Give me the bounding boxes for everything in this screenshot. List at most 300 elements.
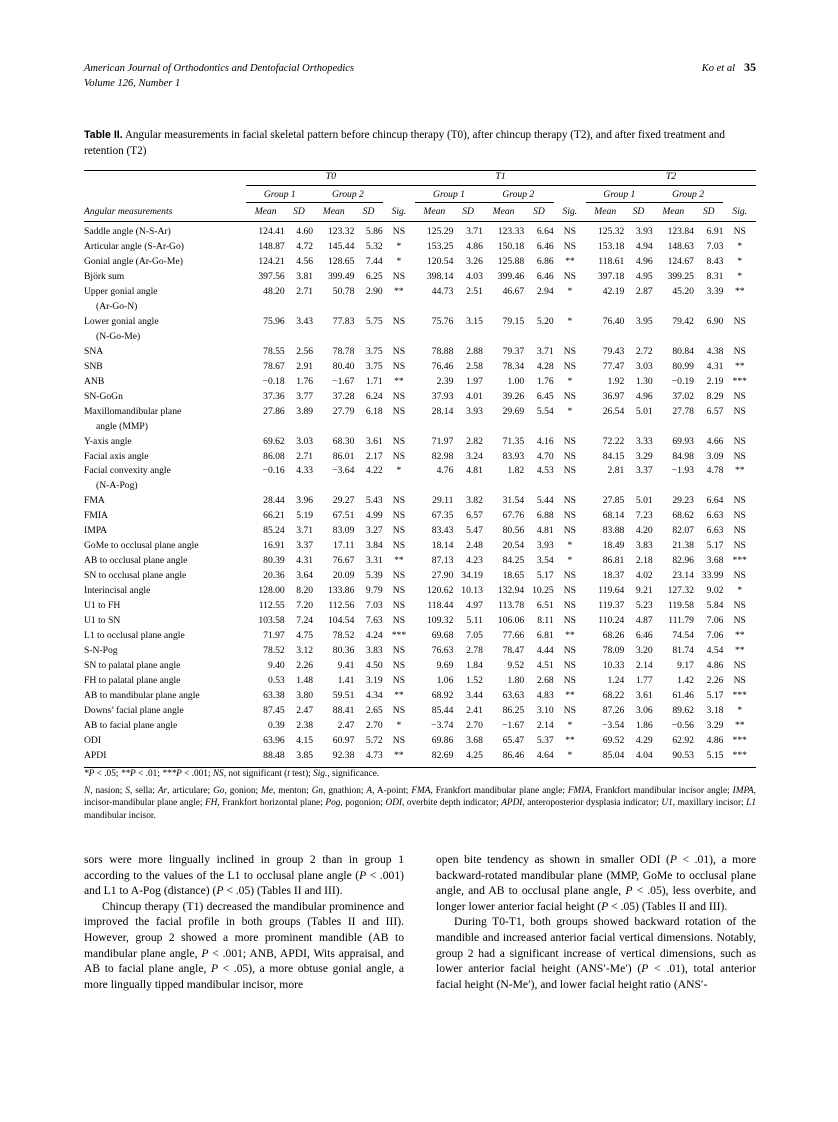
cell-t0-g1-sd: [285, 419, 313, 434]
cell-t2-sig: NS: [733, 675, 746, 687]
cell-t1-sig: [554, 300, 586, 315]
cell-t2-g2-mean: [653, 330, 694, 345]
cell-t1-g2-mean: 150.18: [497, 240, 525, 252]
cell-t1-g2-sd: 4.16: [536, 435, 554, 447]
table-row: [84, 345, 756, 360]
row-label: SN to palatal plane angle: [84, 660, 181, 672]
cell-t1-g2-mean: 20.54: [502, 540, 525, 552]
footnote-abbreviations: N, nasion; S, sella; Ar, articulare; Go, gonion; Me, menton; Gn, gnathion; A, A-point; FMA, Frankfort mandibular plane angle; FMIA, Frankfort mandibular incisor angle; IMPA, incisor-mandibular plane angle; FH, Frankfort horizontal plane; Pog, pogonion; ODI, overbite depth indicator; APDI, anteroposterior dysplasia indicator; U1, maxillary incisor; L1 mandibular incisor.: [84, 785, 756, 821]
cell-t0-sig: **: [394, 749, 404, 761]
body-column-left: [84, 852, 404, 992]
cell-t0-g1-mean: 28.44: [263, 495, 285, 507]
cell-t1-g2-sd: 5.37: [536, 734, 554, 746]
row-label: SNB: [84, 360, 103, 372]
cell-t1-sig: NS: [563, 240, 576, 252]
cell-t2-g1-mean: 87.26: [602, 704, 625, 716]
cell-t0-g2-sd: 2.17: [365, 450, 383, 462]
cell-t0-g2-mean: 80.36: [332, 645, 355, 657]
row-label: FMA: [84, 495, 105, 507]
cell-t0-g2-sd: 3.19: [365, 675, 383, 687]
cell-t2-sig: *: [737, 240, 743, 252]
header-angular-measurements: Angular measurements: [84, 206, 173, 218]
cell-t0-g1-mean: 78.67: [263, 360, 285, 372]
header-t0-sig: Sig.: [391, 206, 407, 218]
cell-t2-g1-mean: 119.64: [598, 585, 625, 597]
cell-t0-g1-sd: 2.47: [296, 704, 314, 716]
cell-t1-g1-mean: 18.14: [431, 540, 454, 552]
cell-t2-g1-sd: 4.94: [635, 240, 653, 252]
cell-t0-g2-mean: −3.64: [332, 465, 355, 477]
cell-t2-g2-mean: [653, 479, 694, 494]
cell-t0-g1-sd: 4.15: [296, 734, 314, 746]
cell-t0-g1-sd: 3.12: [296, 645, 314, 657]
cell-t2-g2-mean: 27.78: [672, 405, 694, 417]
cell-t1-g2-sd: 4.64: [536, 749, 554, 761]
cell-t1-g2-sd: 6.88: [536, 510, 554, 522]
running-head: [84, 60, 756, 91]
cell-t2-sig: **: [734, 645, 745, 657]
cell-t0-g2-mean: 78.52: [332, 630, 355, 642]
cell-t1-g2-sd: 6.64: [536, 225, 554, 237]
cell-t0-g1-sd: 3.64: [296, 570, 314, 582]
cell-t0-sig: NS: [392, 450, 406, 462]
cell-t1-sig: *: [567, 375, 573, 387]
cell-t1-g1-mean: [415, 419, 453, 434]
paragraph: During T0-T1, both groups showed backward rotation of the mandible and increased anterior facial vertical dimensions. Notably, group 2 had a significant increase of vertical dimensions, such as lower anterior facial height (ANS′-Me′) (P < .01), total anterior facial height (N-Me′), and lower facial height ratio (ANS′-: [436, 915, 756, 991]
cell-t0-g1-mean: −0.16: [262, 465, 285, 477]
cell-t2-g1-sd: [624, 330, 652, 345]
cell-t1-g1-mean: [415, 300, 453, 315]
cell-t0-g1-sd: 3.89: [296, 405, 314, 417]
cell-t1-g2-mean: 77.66: [502, 630, 525, 642]
cell-t2-g1-mean: 153.18: [597, 240, 625, 252]
cell-t1-g1-mean: 44.73: [431, 285, 454, 297]
cell-t1-g2-sd: 5.20: [536, 315, 554, 327]
cell-t1-g1-sd: 1.52: [466, 675, 483, 687]
cell-t1-g1-mean: 398.14: [426, 270, 454, 282]
table-row: [84, 374, 756, 389]
paragraph: Chincup therapy (T1) decreased the mandibular prominence and improved the facial profile in both groups (Tables II and III). However, group 2 showed a more prominent mandible (AB to mandibular plane angle, P < .001; ANB, APDI, Wits appraisal, and AB to facial plane angle, P < .05), a more obtuse gonial angle, a more lingually tipped mandibular incisor, more: [84, 899, 405, 991]
cell-t1-g2-mean: 1.80: [507, 675, 525, 687]
table-row: [84, 599, 756, 614]
cell-t1-g2-sd: 3.10: [536, 704, 554, 716]
cell-t0-g1-sd: 3.03: [296, 435, 314, 447]
cell-t0-g2-mean: 77.83: [332, 315, 355, 327]
cell-t1-sig: NS: [563, 525, 576, 537]
cell-t2-g1-mean: 68.22: [602, 690, 625, 701]
cell-t2-sig: NS: [733, 495, 746, 507]
cell-t1-g1-mean: 120.54: [426, 255, 454, 267]
cell-t2-g1-sd: 2.14: [635, 660, 653, 672]
cell-t2-g2-mean: 111.79: [668, 615, 694, 627]
cell-t2-g1-mean: 86.81: [602, 555, 625, 567]
cell-t2-g2-sd: 5.84: [706, 600, 724, 612]
cell-t1-g1-sd: 3.82: [466, 495, 483, 507]
cell-t2-g2-sd: 3.09: [706, 450, 724, 462]
table-row: [84, 464, 756, 479]
cell-t1-g2-sd: 4.28: [536, 360, 554, 372]
cell-t2-sig: *: [737, 255, 743, 267]
cell-t0-sig: NS: [392, 600, 406, 612]
row-label: Maxillomandibular plane: [84, 405, 182, 417]
cell-t2-g1-sd: 2.87: [635, 285, 653, 297]
header-t0-group1: Group 1: [246, 189, 313, 203]
cell-t1-g1-mean: 1.06: [436, 675, 454, 687]
cell-t2-g2-sd: 7.06: [706, 615, 724, 627]
cell-t2-sig: ***: [732, 690, 747, 701]
cell-t1-g1-sd: 3.71: [466, 225, 483, 237]
cell-t2-sig: ***: [732, 734, 747, 746]
cell-t1-g1-sd: 1.84: [466, 660, 483, 672]
cell-t2-g2-mean: −0.19: [671, 375, 694, 387]
table-row: [84, 300, 756, 315]
row-label: Gonial angle (Ar-Go-Me): [84, 255, 183, 267]
cell-t1-g2-mean: 125.88: [497, 255, 525, 267]
cell-t1-g2-mean: 106.06: [497, 615, 525, 627]
cell-t0-g2-sd: [354, 330, 382, 345]
cell-t2-g2-mean: 45.20: [672, 285, 694, 297]
cell-t1-g2-mean: 63.63: [502, 690, 525, 701]
cell-t2-g1-sd: 3.33: [635, 435, 653, 447]
header-t0-g1-mean: Mean: [254, 206, 277, 218]
cell-t0-g1-sd: 3.77: [296, 390, 314, 402]
cell-t0-g1-mean: 16.91: [263, 540, 285, 552]
cell-t1-g2-mean: 80.56: [502, 525, 525, 537]
cell-t2-g2-sd: 7.03: [706, 240, 724, 252]
cell-t0-sig: *: [396, 240, 402, 252]
cell-t1-g2-sd: [524, 300, 554, 315]
body-column-right: [436, 852, 756, 992]
cell-t2-g1-mean: 10.33: [602, 660, 625, 672]
cell-t2-g1-mean: 68.26: [602, 630, 625, 642]
table-row: [84, 644, 756, 659]
angular-measurements-table: [84, 170, 756, 768]
cell-t2-g2-mean: 399.25: [667, 270, 694, 282]
cell-t0-g1-mean: 88.48: [263, 749, 285, 761]
cell-t0-sig: [383, 330, 415, 345]
cell-t2-g1-sd: 7.23: [635, 510, 653, 522]
cell-t2-g2-sd: 4.38: [706, 345, 724, 357]
cell-t0-sig: NS: [392, 570, 406, 582]
cell-t1-g1-sd: 2.51: [466, 285, 483, 297]
table-row: [84, 524, 756, 539]
cell-t0-g2-mean: [313, 419, 354, 434]
cell-t2-sig: **: [734, 465, 745, 477]
cell-t1-g1-sd: 4.81: [466, 465, 483, 477]
cell-t1-g1-mean: 85.44: [431, 704, 454, 716]
cell-t2-g1-sd: 3.37: [635, 465, 653, 477]
cell-t2-sig: [723, 330, 756, 345]
cell-t0-sig: NS: [392, 615, 406, 627]
cell-t2-g1-mean: 397.18: [597, 270, 625, 282]
cell-t1-g2-sd: 4.51: [536, 660, 554, 672]
cell-t2-g1-sd: 3.20: [635, 645, 653, 657]
cell-t0-g2-mean: 399.49: [327, 270, 355, 282]
cell-t0-sig: NS: [392, 704, 406, 716]
cell-t0-g2-mean: 67.51: [332, 510, 355, 522]
cell-t0-g2-mean: 104.54: [327, 615, 355, 627]
row-label: Downs’ facial plane angle: [84, 704, 184, 716]
cell-t0-sig: NS: [392, 660, 406, 672]
cell-t1-g1-mean: 118.44: [427, 600, 454, 612]
cell-t1-g2-sd: 5.54: [536, 405, 554, 417]
header-t2-g1-sd: SD: [632, 206, 645, 218]
cell-t2-g2-sd: [694, 330, 724, 345]
cell-t1-sig: NS: [563, 645, 576, 657]
cell-t1-g1-mean: 83.43: [431, 525, 454, 537]
cell-t2-g1-sd: 6.46: [635, 630, 653, 642]
cell-t1-g2-sd: 2.14: [536, 719, 554, 731]
cell-t2-g2-mean: 21.38: [672, 540, 694, 552]
table-row: [84, 449, 756, 464]
cell-t1-g2-mean: 123.33: [497, 225, 525, 237]
cell-t0-g2-sd: 3.31: [365, 555, 383, 567]
cell-t0-sig: **: [394, 375, 404, 387]
cell-t0-g2-mean: 9.41: [337, 660, 355, 672]
cell-t0-g2-mean: 68.30: [332, 435, 355, 447]
cell-t2-g2-sd: 6.63: [706, 510, 724, 522]
cell-t1-sig: [554, 479, 586, 494]
cell-t1-g1-sd: 4.23: [466, 555, 483, 567]
cell-t2-g1-mean: 110.24: [598, 615, 625, 627]
cell-t0-g1-mean: 27.86: [263, 405, 285, 417]
table-footnotes: [84, 768, 756, 824]
cell-t2-sig: ***: [732, 375, 747, 387]
cell-t2-sig: **: [734, 630, 745, 642]
cell-t2-g2-mean: 68.62: [672, 510, 694, 522]
cell-t0-g1-sd: 2.26: [296, 660, 314, 672]
cell-t2-g1-mean: 18.37: [602, 570, 625, 582]
cell-t2-sig: ***: [732, 749, 747, 761]
cell-t1-sig: NS: [563, 704, 576, 716]
cell-t2-sig: NS: [733, 405, 746, 417]
cell-t2-g2-sd: 5.17: [706, 540, 724, 552]
cell-t1-g2-sd: 3.54: [536, 555, 554, 567]
cell-t1-sig: NS: [563, 345, 576, 357]
cell-t2-g2-sd: 4.86: [706, 734, 724, 746]
cell-t2-g1-mean: 2.81: [607, 465, 625, 477]
cell-t1-g1-sd: 3.24: [466, 450, 483, 462]
cell-t2-sig: NS: [733, 390, 746, 402]
cell-t1-g2-sd: 6.81: [536, 630, 554, 642]
cell-t0-g1-mean: 48.20: [263, 285, 285, 297]
table-row: [84, 240, 756, 255]
cell-t0-g1-sd: 4.60: [296, 225, 314, 237]
cell-t1-g2-mean: 1.82: [507, 465, 525, 477]
header-t2-sig: Sig.: [732, 206, 748, 218]
cell-t0-sig: NS: [392, 390, 406, 402]
cell-t0-g2-sd: 4.34: [365, 690, 383, 701]
cell-t1-g2-mean: 83.93: [502, 450, 525, 462]
cell-t1-g2-mean: 46.67: [502, 285, 525, 297]
header-t1-g2-mean: Mean: [492, 206, 515, 218]
cell-t1-sig: **: [565, 255, 575, 267]
cell-t2-g2-mean: 1.42: [677, 675, 694, 687]
cell-t0-sig: NS: [392, 315, 406, 327]
cell-t2-sig: **: [734, 360, 745, 372]
cell-t2-g1-sd: 3.61: [635, 690, 653, 701]
cell-t0-g2-sd: 2.70: [365, 719, 383, 731]
cell-t2-g2-sd: [694, 419, 724, 434]
cell-t0-g2-sd: 6.25: [365, 270, 383, 282]
cell-t2-g2-sd: 6.91: [706, 225, 724, 237]
cell-t2-g1-mean: 1.92: [607, 375, 625, 387]
cell-t1-g2-mean: 78.47: [502, 645, 525, 657]
cell-t0-sig: [383, 419, 415, 434]
cell-t1-g1-mean: 68.92: [431, 690, 454, 701]
cell-t0-g1-mean: 86.08: [263, 450, 285, 462]
cell-t2-sig: NS: [733, 450, 746, 462]
cell-t2-g2-sd: 3.29: [706, 719, 724, 731]
table-row: [84, 404, 756, 419]
cell-t1-g1-sd: 34.19: [461, 570, 483, 582]
cell-t2-g2-mean: 124.67: [667, 255, 694, 267]
cell-t0-g2-mean: 17.11: [333, 540, 355, 552]
cell-t0-g1-mean: 103.58: [258, 615, 285, 627]
cell-t0-sig: NS: [392, 645, 406, 657]
cell-t2-g1-mean: 1.24: [607, 675, 625, 687]
cell-t2-g2-sd: 3.68: [706, 555, 724, 567]
cell-t0-g2-sd: 3.75: [365, 345, 383, 357]
cell-t1-g1-sd: 2.70: [466, 719, 483, 731]
cell-t1-sig: NS: [563, 615, 576, 627]
cell-t1-g1-sd: 2.88: [466, 345, 483, 357]
cell-t1-g2-mean: [483, 300, 524, 315]
cell-t1-g1-sd: 3.93: [466, 405, 483, 417]
running-head-authors: Ko et al: [701, 63, 735, 74]
cell-t0-g2-sd: 4.73: [365, 749, 383, 761]
cell-t2-sig: NS: [733, 345, 746, 357]
cell-t2-g1-sd: 3.93: [635, 225, 653, 237]
row-label: Facial convexity angle: [84, 465, 171, 477]
header-timepoint-t1: T1: [415, 171, 586, 185]
cell-t2-g1-sd: 4.87: [635, 615, 653, 627]
table-row: [84, 704, 756, 719]
cell-t0-g1-sd: 4.33: [296, 465, 314, 477]
cell-t2-sig: [723, 479, 756, 494]
cell-t0-g1-mean: 80.39: [263, 555, 285, 567]
cell-t0-g2-sd: 6.24: [365, 390, 383, 402]
cell-t2-g2-sd: 8.29: [706, 390, 724, 402]
header-row-subcolumns: [84, 206, 756, 221]
cell-t2-g1-mean: 36.97: [602, 390, 625, 402]
cell-t1-g1-mean: 78.88: [431, 345, 454, 357]
cell-t2-g1-mean: 83.88: [602, 525, 625, 537]
cell-t1-g1-sd: [453, 300, 483, 315]
table-row: [84, 614, 756, 629]
cell-t0-g2-sd: 3.61: [365, 435, 383, 447]
cell-t2-g1-sd: 4.96: [635, 255, 653, 267]
cell-t2-g2-mean: 80.99: [672, 360, 694, 372]
cell-t2-g1-sd: 5.23: [635, 600, 653, 612]
cell-t0-g2-sd: [354, 300, 382, 315]
row-label: Saddle angle (N-S-Ar): [84, 225, 171, 237]
row-label: ODI: [84, 734, 102, 746]
cell-t0-g2-mean: 76.67: [332, 555, 355, 567]
cell-t2-g2-sd: 6.90: [706, 315, 724, 327]
cell-t0-g2-sd: 4.24: [365, 630, 383, 642]
body-text: [84, 852, 756, 992]
table-row: [84, 479, 756, 494]
cell-t1-g1-mean: [415, 479, 453, 494]
cell-t1-g2-mean: [483, 330, 524, 345]
cell-t2-g1-sd: 4.04: [635, 749, 653, 761]
cell-t0-g2-sd: 5.72: [365, 734, 383, 746]
cell-t1-g1-mean: 82.98: [431, 450, 454, 462]
cell-t2-g1-mean: 76.40: [602, 315, 625, 327]
cell-t1-g2-sd: 8.11: [537, 615, 554, 627]
paragraph: open bite tendency as shown in smaller ODI (P < .01), a more backward-rotated mandibular plane (MMP, GoMe to occlusal plane angle, and AB to occlusal plane angle, P < .05), less overbite, and longer lower anterior facial height (P < .05) (Tables II and III).: [436, 853, 757, 913]
cell-t1-g1-sd: 10.13: [461, 585, 483, 597]
cell-t1-sig: NS: [563, 585, 576, 597]
cell-t1-g1-sd: 5.47: [466, 525, 483, 537]
cell-t0-g1-sd: 3.37: [296, 540, 314, 552]
cell-t2-g1-mean: [586, 479, 624, 494]
cell-t0-sig: NS: [392, 525, 406, 537]
cell-t1-sig: NS: [563, 225, 576, 237]
cell-t2-g1-sd: 3.29: [635, 450, 653, 462]
cell-t2-sig: NS: [733, 225, 746, 237]
cell-t0-g2-mean: 128.65: [327, 255, 355, 267]
cell-t2-g1-mean: [586, 419, 624, 434]
cell-t2-g2-sd: 6.64: [706, 495, 724, 507]
cell-t2-g2-mean: 89.62: [672, 704, 694, 716]
cell-t2-g1-sd: 5.01: [635, 495, 653, 507]
cell-t1-sig: NS: [563, 465, 576, 477]
cell-t0-g1-mean: 75.96: [263, 315, 285, 327]
cell-t0-g2-mean: 60.97: [332, 734, 355, 746]
cell-t2-g1-mean: 26.54: [602, 405, 625, 417]
cell-t1-g2-mean: 132.94: [497, 585, 525, 597]
cell-t2-g2-mean: 79.42: [672, 315, 694, 327]
cell-t2-g1-mean: −3.54: [602, 719, 625, 731]
cell-t1-g1-mean: 153.25: [426, 240, 454, 252]
cell-t2-g2-mean: 69.93: [672, 435, 694, 447]
table-caption: [84, 128, 756, 159]
header-t0-g2-mean: Mean: [322, 206, 345, 218]
header-t2-g2-mean: Mean: [662, 206, 685, 218]
cell-t2-g1-mean: 119.37: [598, 600, 625, 612]
cell-t1-g2-sd: [524, 330, 554, 345]
cell-t0-g1-mean: 128.00: [258, 585, 285, 597]
cell-t0-g2-sd: 5.86: [365, 225, 383, 237]
cell-t1-g1-sd: 4.03: [466, 270, 483, 282]
cell-t0-g1-mean: 66.21: [263, 510, 285, 522]
cell-t1-sig: NS: [563, 660, 576, 672]
cell-t0-g2-sd: 5.43: [365, 495, 383, 507]
cell-t2-g2-sd: 6.57: [706, 405, 724, 417]
cell-t2-g1-mean: 85.04: [602, 749, 625, 761]
table-row: [84, 315, 756, 330]
cell-t1-g2-sd: 6.46: [536, 270, 554, 282]
table-body: [84, 225, 756, 764]
cell-t0-g1-sd: 5.19: [296, 510, 314, 522]
cell-t1-g2-sd: 4.44: [536, 645, 554, 657]
cell-t1-g1-mean: 75.76: [431, 315, 454, 327]
cell-t2-g2-sd: 3.39: [706, 285, 724, 297]
cell-t2-g1-sd: 4.02: [635, 570, 653, 582]
cell-t0-g1-sd: 3.85: [296, 749, 314, 761]
cell-t1-g1-mean: 109.32: [426, 615, 454, 627]
cell-t1-sig: NS: [563, 510, 576, 522]
cell-t2-g2-sd: 9.02: [706, 585, 724, 597]
cell-t2-g1-mean: 68.14: [602, 510, 625, 522]
cell-t2-g2-sd: 2.19: [706, 375, 724, 387]
cell-t0-g2-mean: 86.01: [332, 450, 355, 462]
cell-t1-g1-mean: 76.63: [431, 645, 454, 657]
cell-t2-g2-mean: [653, 419, 694, 434]
cell-t2-g1-sd: 4.95: [635, 270, 653, 282]
